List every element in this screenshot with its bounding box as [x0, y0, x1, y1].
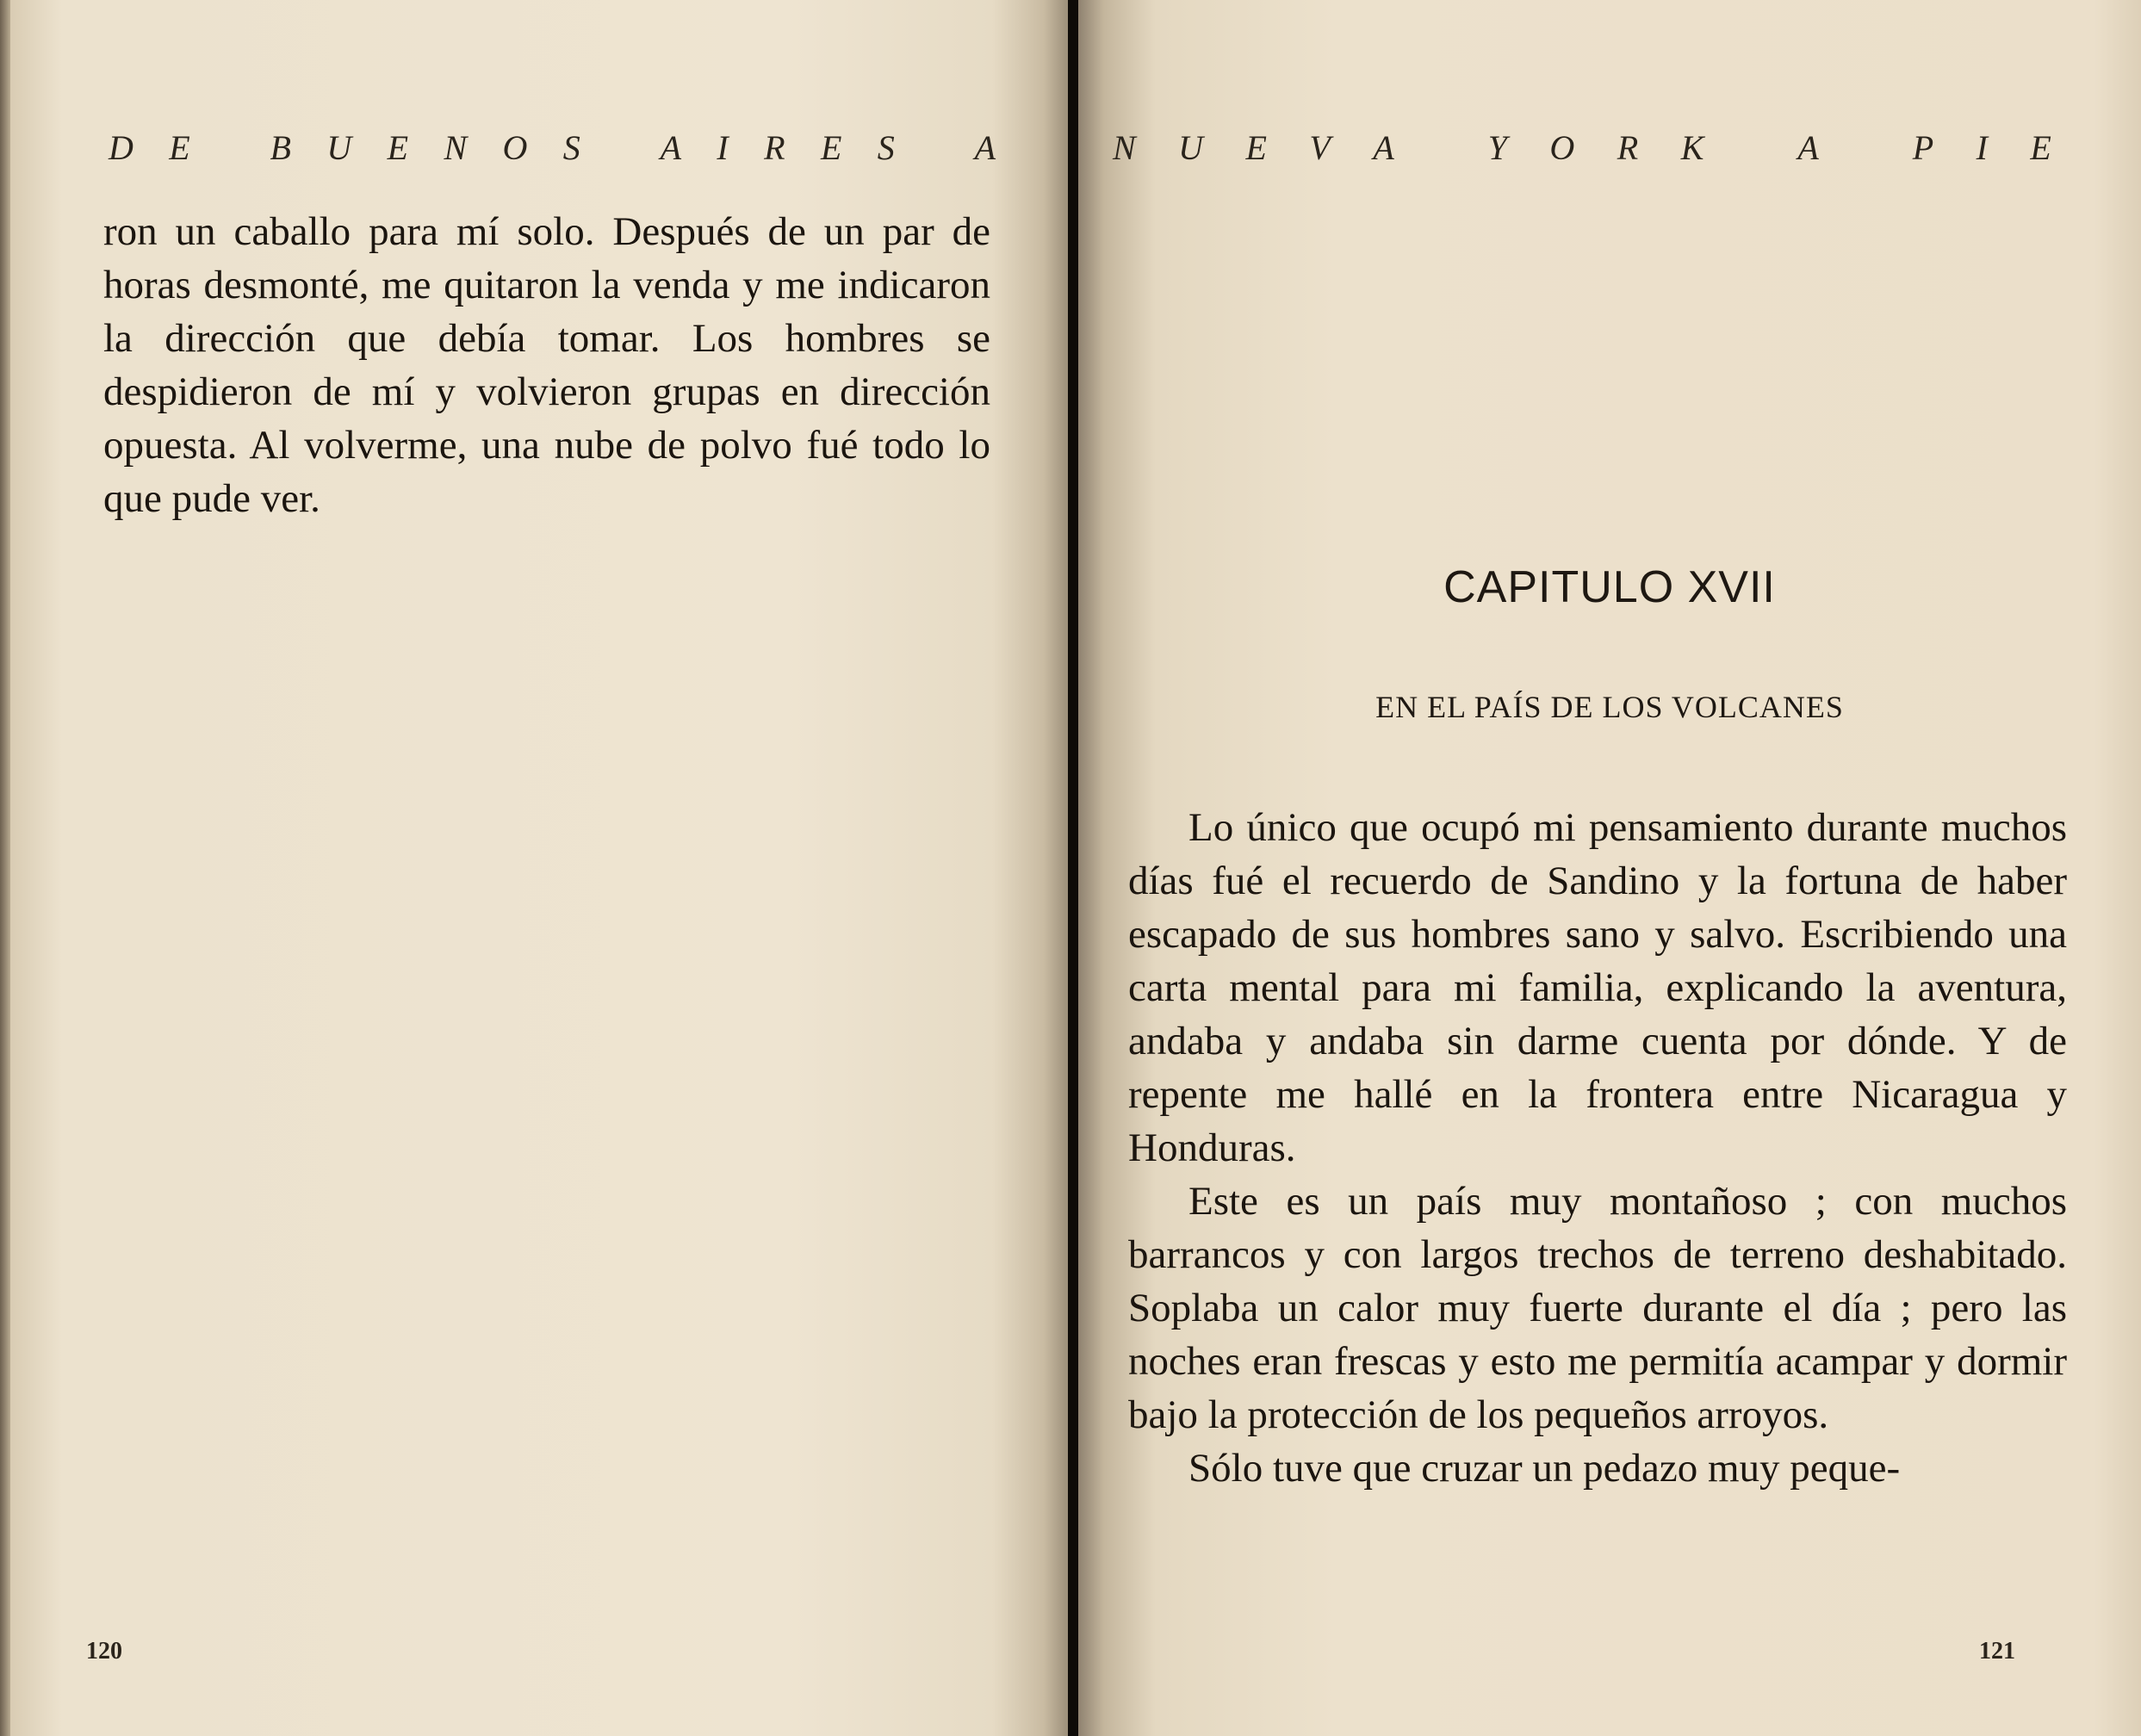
running-head-letter [930, 127, 939, 168]
running-head-letter: N [1113, 128, 1136, 167]
paragraph: Este es un país muy montañoso ; con muchos barrancos y con largos trechos de terreno deshabitado. Soplaba un calor muy fuerte durante el día ; pero las noches eran frescas y esto me permitía acampar y dormir bajo la protección de los pequeños arroyos. [1128, 1179, 2067, 1437]
running-head-letter: A [1797, 128, 1819, 167]
running-head-letter: B [270, 128, 291, 167]
running-head-letter: E [2030, 128, 2051, 167]
running-head-letter: N [444, 128, 468, 167]
running-head-letter: Y [1487, 128, 1507, 167]
running-head-letter [226, 127, 234, 168]
running-head-letter: A [660, 128, 682, 167]
running-head-letter: U [1178, 128, 1204, 167]
running-head-letter: O [502, 128, 528, 167]
paragraph: Lo único que ocupó mi pensamiento durante muchos días fué el recuerdo de Sandino y la fortuna de haber escapado de sus hombres sano y salvo. Escribiendo una carta mental para mi familia, explicando la aventura, andaba y andaba sin darme cuenta por dónde. Y de repente me hallé en la frontera entre Nicaragua y Honduras. [1128, 805, 2067, 1170]
running-head-letter: I [717, 128, 729, 167]
running-head-letter: I [1976, 128, 1988, 167]
running-head-letter: D [109, 128, 133, 167]
paragraph: Sólo tuve que cruzar un pedazo muy peque- [1188, 1446, 1901, 1491]
running-head-letter: E [169, 128, 190, 167]
running-head-letter: A [974, 128, 996, 167]
running-head-letter [1861, 127, 1870, 168]
gutter [1068, 0, 1078, 1736]
running-head-letter: U [326, 128, 352, 167]
right-page-body [1128, 801, 2067, 1495]
chapter-title: EN EL PAÍS DE LOS VOLCANES [1375, 690, 1844, 724]
running-head-letter [1437, 127, 1445, 168]
page-number-left: 120 [86, 1638, 122, 1665]
running-head-letter: E [820, 128, 842, 167]
left-page [10, 0, 1068, 1736]
page-number-right: 121 [1979, 1638, 2015, 1665]
page-edge [0, 0, 10, 1736]
running-head-letter: P [1912, 128, 1934, 167]
running-head-letter: S [877, 128, 895, 167]
running-head-left-text [109, 127, 996, 168]
running-head-letter: R [1617, 128, 1639, 167]
running-head-letter: K [1680, 128, 1704, 167]
paragraph: ron un caballo para mí solo. Después de un par de horas desmonté, me quitaron la venda y me indicaron la dirección que debía tomar. Los hombres se despidieron de mí y volvieron grupas en dirección opuesta. Al volverme, una nube de polvo fué todo lo que pude ver. [103, 209, 990, 521]
running-head-letter: V [1309, 128, 1331, 167]
running-head-right-text [1113, 127, 2051, 168]
running-head-letter: E [1245, 128, 1267, 167]
running-head-letter: R [764, 128, 785, 167]
running-head-left [109, 127, 996, 168]
chapter-number: CAPITULO XVII [1443, 562, 1776, 612]
running-head-right [1113, 127, 2051, 168]
left-page-body [103, 205, 990, 525]
right-page [1078, 0, 2141, 1736]
running-head-letter: O [1549, 128, 1575, 167]
running-head-letter [616, 127, 624, 168]
running-head-letter: S [562, 128, 580, 167]
running-head-letter [1747, 127, 1755, 168]
running-head-letter: A [1373, 128, 1394, 167]
running-head-letter: E [387, 128, 409, 167]
